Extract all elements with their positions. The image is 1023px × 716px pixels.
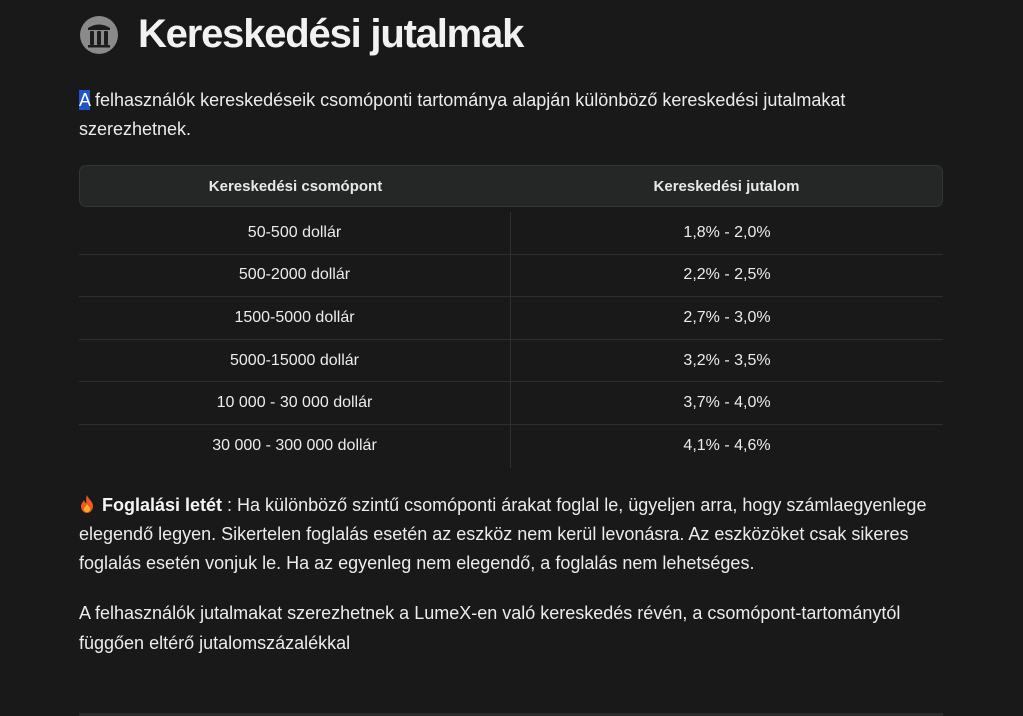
node-cell: 500-2000 dollár <box>79 255 511 297</box>
node-cell: 50-500 dollár <box>79 212 511 254</box>
table-body <box>79 212 943 468</box>
heading-row <box>79 0 943 72</box>
reward-cell: 3,7% - 4,0% <box>683 394 771 412</box>
table-row <box>79 212 943 255</box>
node-cell: 5000-15000 dollár <box>79 340 511 382</box>
page-title: Kereskedési jutalmak <box>138 11 524 56</box>
table-row <box>79 382 943 425</box>
reward-cell: 2,7% - 3,0% <box>683 308 771 326</box>
node-cell: 10 000 - 30 000 dollár <box>79 382 511 424</box>
intro-paragraph <box>79 86 943 144</box>
column-header-reward: Kereskedési jutalom <box>653 177 800 195</box>
column-header-node: Kereskedési csomópont <box>208 177 383 195</box>
table-row <box>79 297 943 340</box>
reward-cell: 4,1% - 4,6% <box>683 437 771 455</box>
reward-cell: 1,8% - 2,0% <box>683 223 771 241</box>
document-page <box>79 0 943 658</box>
table-row <box>79 425 943 468</box>
node-cell: 1500-5000 dollár <box>79 297 511 339</box>
deposit-note-label: Foglalási letét <box>102 494 223 515</box>
selected-text-highlight[interactable]: A <box>79 90 91 110</box>
reward-cell: 3,2% - 3,5% <box>683 351 771 369</box>
table-row <box>79 255 943 298</box>
deposit-note <box>79 491 943 579</box>
rewards-table <box>79 165 943 468</box>
pillar-building-icon <box>79 15 119 55</box>
intro-text: felhasználók kereskedéseik csomóponti tartománya alapján különböző kereskedési jutalmakat szerezhetnek. <box>79 90 846 139</box>
deposit-note-text: : Ha különböző szintű csomóponti árakat foglal le, ügyeljen arra, hogy számlaegyenlege elegendő legyen. Sikertelen foglalás esetén az eszköz nem kerül levonásra. Az eszközöket csak sikeres foglalás esetén vonjuk le. Ha az egyenleg nem elegendő, a foglalás nem lehetséges. <box>79 494 927 574</box>
table-row <box>79 340 943 383</box>
summary-paragraph: A felhasználók jutalmakat szerezhetnek a LumeX-en való kereskedés révén, a csomópont-tartománytól függően eltérő jutalomszázalékkal <box>79 603 901 653</box>
node-cell: 30 000 - 300 000 dollár <box>79 425 511 468</box>
fire-icon <box>79 495 95 513</box>
reward-cell: 2,2% - 2,5% <box>683 266 771 284</box>
table-header <box>79 165 943 207</box>
